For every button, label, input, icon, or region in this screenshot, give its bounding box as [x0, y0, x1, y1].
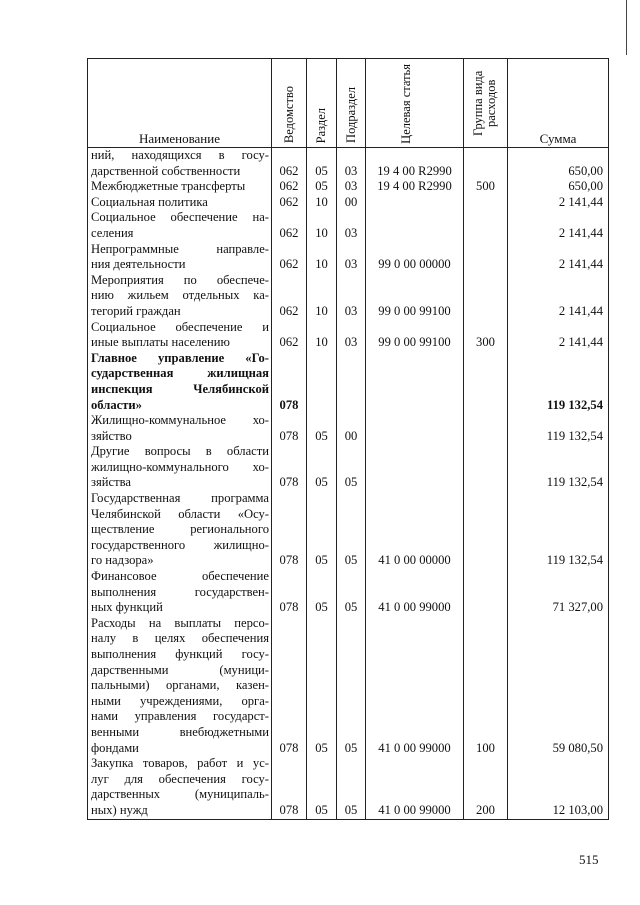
row-gruppa: [464, 242, 508, 273]
row-gruppa: [464, 351, 508, 413]
row-podrazdel: 00: [337, 413, 366, 444]
row-vedomstvo: 078: [272, 351, 307, 413]
row-vedomstvo: 062: [272, 195, 307, 211]
row-podrazdel: 03: [337, 320, 366, 351]
row-celevaya-statya: [366, 351, 464, 413]
row-name: Социальное обеспечение на- селения: [88, 210, 272, 241]
page-edge-mark: [626, 0, 627, 55]
row-summa: 650,00: [508, 179, 609, 195]
row-gruppa: [464, 210, 508, 241]
row-summa: 119 132,54: [508, 351, 609, 413]
row-celevaya-statya: 99 0 00 99100: [366, 273, 464, 320]
table-row: [88, 756, 609, 819]
row-razdel: 10: [307, 242, 337, 273]
table-row: [88, 210, 609, 241]
row-podrazdel: 00: [337, 195, 366, 211]
row-podrazdel: 05: [337, 444, 366, 491]
row-podrazdel: [337, 351, 366, 413]
row-summa: 2 141,44: [508, 273, 609, 320]
row-gruppa: [464, 491, 508, 569]
row-name: Социальная политика: [88, 195, 272, 211]
row-summa: 119 132,54: [508, 413, 609, 444]
row-celevaya-statya: [366, 444, 464, 491]
header-podrazdel: Подраздел: [337, 59, 366, 148]
row-celevaya-statya: 41 0 00 00000: [366, 491, 464, 569]
table-row: [88, 616, 609, 756]
row-name: Закупка товаров, работ и ус- луг для обеспечения госу- дарственных (муниципаль- ных) нужд: [88, 756, 272, 819]
row-summa: 12 103,00: [508, 756, 609, 819]
row-razdel: 05: [307, 179, 337, 195]
row-gruppa: [464, 444, 508, 491]
table-row: [88, 242, 609, 273]
row-vedomstvo: 078: [272, 491, 307, 569]
row-summa: 650,00: [508, 148, 609, 180]
table-row: [88, 148, 609, 180]
row-gruppa: [464, 413, 508, 444]
row-name: Межбюджетные трансферты: [88, 179, 272, 195]
row-podrazdel: 03: [337, 210, 366, 241]
row-celevaya-statya: 41 0 00 99000: [366, 616, 464, 756]
row-summa: 2 141,44: [508, 242, 609, 273]
header-summa: Сумма: [508, 59, 609, 148]
table-row: [88, 351, 609, 413]
row-razdel: 05: [307, 413, 337, 444]
row-podrazdel: 03: [337, 242, 366, 273]
row-gruppa: 300: [464, 320, 508, 351]
row-gruppa: [464, 148, 508, 180]
table-row: [88, 195, 609, 211]
row-name: Главное управление «Го- сударственная жилищная инспекция Челябинской области»: [88, 351, 272, 413]
row-razdel: 10: [307, 195, 337, 211]
table-row: [88, 179, 609, 195]
row-name: Мероприятия по обеспече- нию жильем отдельных ка- тегорий граждан: [88, 273, 272, 320]
row-vedomstvo: 078: [272, 569, 307, 616]
header-razdel: Раздел: [307, 59, 337, 148]
row-vedomstvo: 062: [272, 320, 307, 351]
row-summa: 2 141,44: [508, 320, 609, 351]
row-razdel: 05: [307, 444, 337, 491]
row-summa: 119 132,54: [508, 491, 609, 569]
header-gruppa-vida-rashodov: Группа вида расходов: [464, 59, 508, 148]
row-celevaya-statya: 99 0 00 00000: [366, 242, 464, 273]
row-name: Расходы на выплаты персо- налу в целях обеспечения выполнения функций госу- дарственными (муници- пальными) органами, казен- ными учреждениями, орга- нами управления государст- венными внебюджетными фондами: [88, 616, 272, 756]
row-celevaya-statya: 41 0 00 99000: [366, 756, 464, 819]
row-razdel: 10: [307, 210, 337, 241]
table-row: [88, 491, 609, 569]
row-vedomstvo: 078: [272, 413, 307, 444]
row-gruppa: [464, 569, 508, 616]
row-name: ний, находящихся в госу- дарственной собственности: [88, 148, 272, 180]
row-podrazdel: 05: [337, 569, 366, 616]
row-celevaya-statya: [366, 210, 464, 241]
header-name: Наименование: [88, 59, 272, 148]
row-celevaya-statya: 99 0 00 99100: [366, 320, 464, 351]
row-summa: 119 132,54: [508, 444, 609, 491]
row-podrazdel: 03: [337, 273, 366, 320]
row-celevaya-statya: [366, 195, 464, 211]
table-row: [88, 273, 609, 320]
row-gruppa: 500: [464, 179, 508, 195]
row-name: Государственная программа Челябинской области «Осу- ществление регионального государственного жилищно- го надзора»: [88, 491, 272, 569]
row-celevaya-statya: 19 4 00 R2990: [366, 179, 464, 195]
row-podrazdel: 05: [337, 616, 366, 756]
table-row: [88, 320, 609, 351]
row-name: Жилищно-коммунальное хо- зяйство: [88, 413, 272, 444]
row-razdel: 10: [307, 320, 337, 351]
row-vedomstvo: 078: [272, 756, 307, 819]
row-celevaya-statya: [366, 413, 464, 444]
row-vedomstvo: 062: [272, 273, 307, 320]
table-row: [88, 569, 609, 616]
row-gruppa: [464, 273, 508, 320]
row-razdel: 05: [307, 756, 337, 819]
row-podrazdel: 05: [337, 756, 366, 819]
row-celevaya-statya: 41 0 00 99000: [366, 569, 464, 616]
table-row: [88, 444, 609, 491]
row-podrazdel: 05: [337, 491, 366, 569]
row-razdel: [307, 351, 337, 413]
row-vedomstvo: 062: [272, 242, 307, 273]
row-razdel: 05: [307, 616, 337, 756]
page-number: 515: [579, 852, 599, 867]
row-razdel: 05: [307, 491, 337, 569]
row-gruppa: 100: [464, 616, 508, 756]
row-podrazdel: 03: [337, 148, 366, 180]
table-row: [88, 413, 609, 444]
row-summa: 2 141,44: [508, 210, 609, 241]
header-vedomstvo: Ведомство: [272, 59, 307, 148]
row-razdel: 10: [307, 273, 337, 320]
row-celevaya-statya: 19 4 00 R2990: [366, 148, 464, 180]
row-vedomstvo: 062: [272, 179, 307, 195]
row-name: Непрограммные направле- ния деятельности: [88, 242, 272, 273]
row-gruppa: 200: [464, 756, 508, 819]
header-row: [88, 59, 609, 148]
row-razdel: 05: [307, 148, 337, 180]
row-vedomstvo: 078: [272, 616, 307, 756]
row-vedomstvo: 062: [272, 210, 307, 241]
row-vedomstvo: 062: [272, 148, 307, 180]
row-summa: 59 080,50: [508, 616, 609, 756]
budget-table: [87, 58, 609, 820]
row-name: Финансовое обеспечение выполнения государствен- ных функций: [88, 569, 272, 616]
row-summa: 2 141,44: [508, 195, 609, 211]
row-vedomstvo: 078: [272, 444, 307, 491]
row-razdel: 05: [307, 569, 337, 616]
row-gruppa: [464, 195, 508, 211]
header-celevaya-statya: Целевая статья: [366, 59, 464, 148]
row-podrazdel: 03: [337, 179, 366, 195]
row-name: Другие вопросы в области жилищно-коммунального хо- зяйства: [88, 444, 272, 491]
row-name: Социальное обеспечение и иные выплаты населению: [88, 320, 272, 351]
row-summa: 71 327,00: [508, 569, 609, 616]
